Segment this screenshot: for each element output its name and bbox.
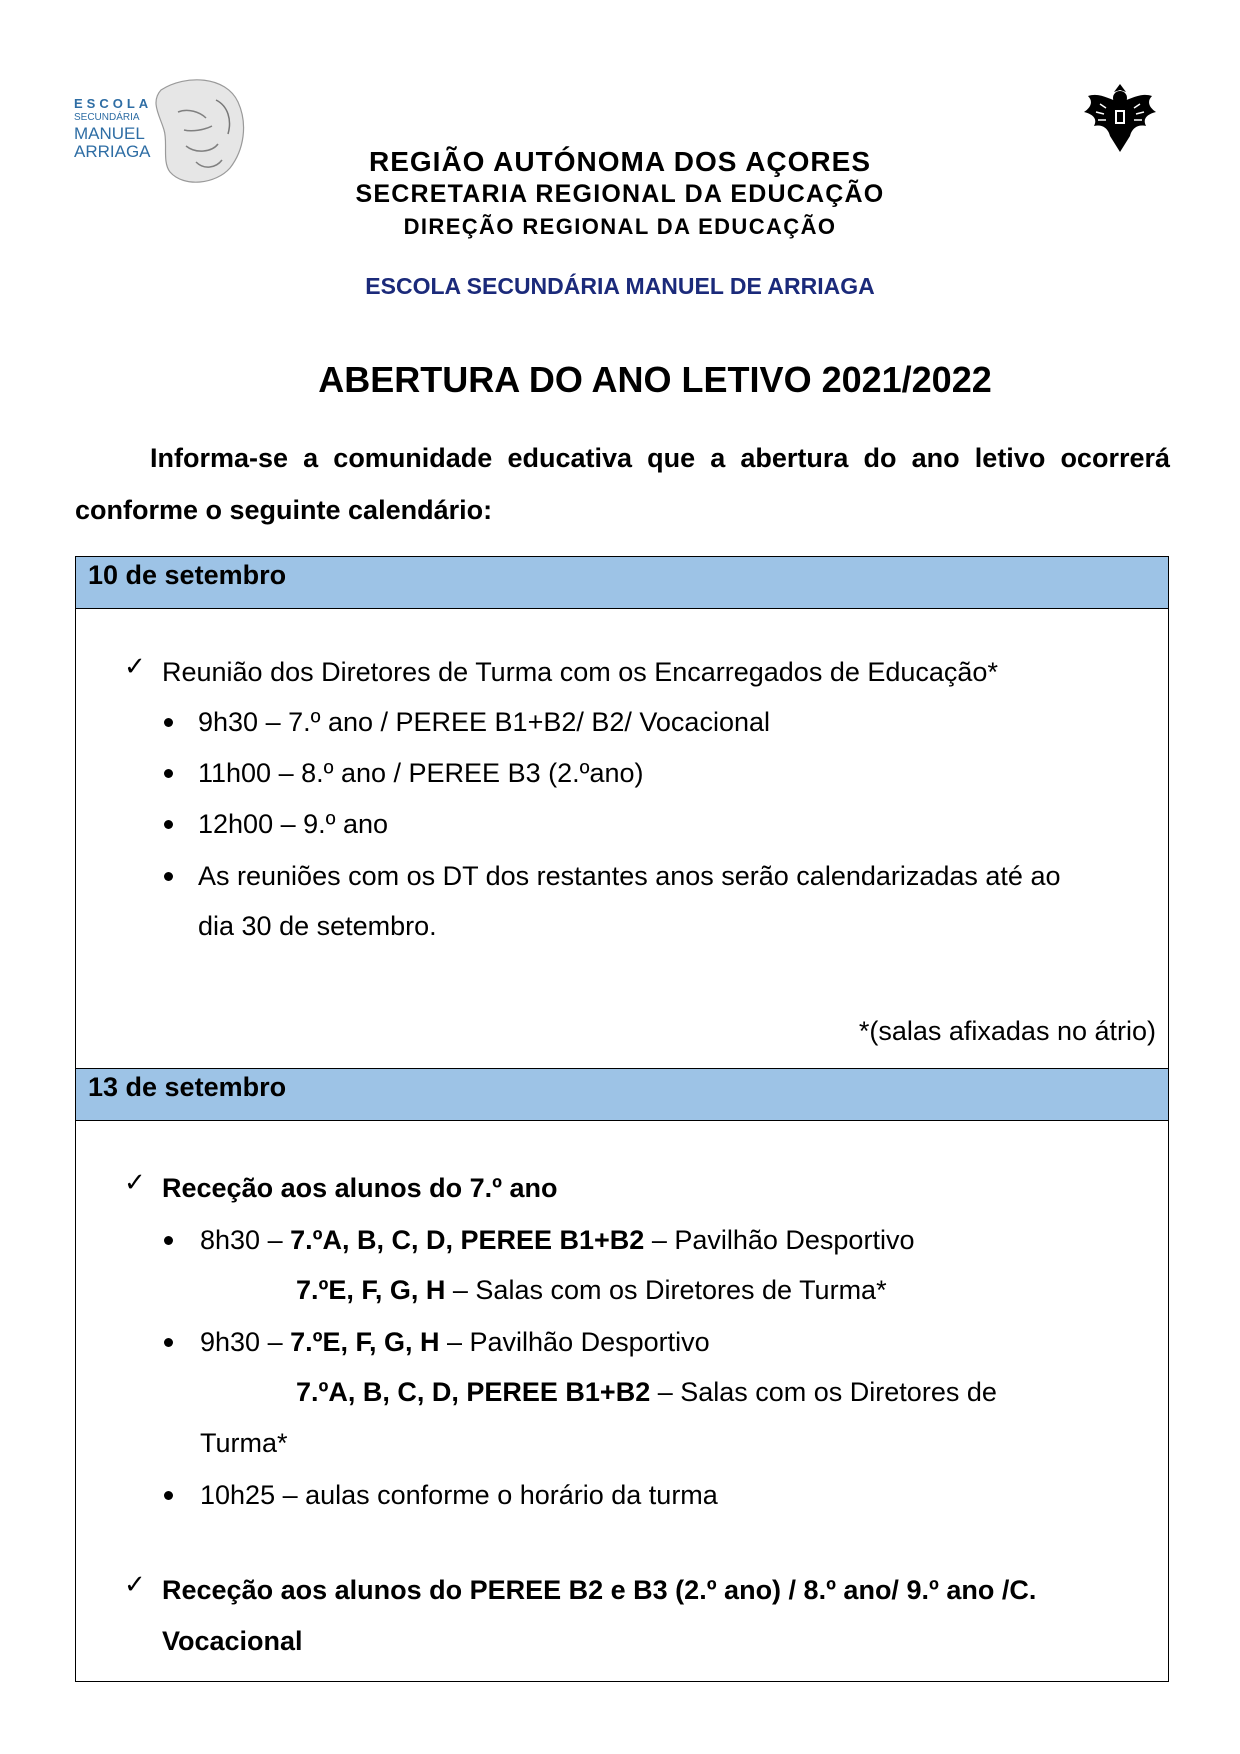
bullet-icon [164,1236,173,1245]
school-name: ESCOLA SECUNDÁRIA MANUEL DE ARRIAGA [365,273,875,299]
secretaria-heading: SECRETARIA REGIONAL DA EDUCAÇÃO [355,180,885,208]
meeting-title: Reunião dos Diretores de Turma com os Encarregados de Educação* [162,657,998,687]
bullet-icon [164,820,173,829]
section-13-sep [76,1121,1168,1681]
meeting-bullet-2: 11h00 – 8.º ano / PEREE B3 (2.ºano) [198,758,644,788]
checkmark-icon: ✓ [124,651,146,681]
reception-bullet-2: 9h30 – 7.ºE, F, G, H – Pavilhão Desportivo [200,1327,710,1357]
reception-bullet-1-cont: 7.ºE, F, G, H – Salas com os Diretores de Turma* [296,1275,887,1305]
logo-text-secundaria: SECUNDÁRIA [74,112,140,123]
checkmark-icon: ✓ [124,1167,146,1197]
reception-bullet-3: 10h25 – aulas conforme o horário da turma [200,1480,718,1510]
reception-7-title: Receção aos alunos do 7.º ano [162,1173,558,1203]
checkmark-icon: ✓ [124,1569,146,1599]
bullet-icon [164,769,173,778]
date-band-10-sep: 10 de setembro [76,557,1168,609]
region-heading: REGIÃO AUTÓNOMA DOS AÇORES [368,146,871,177]
logo-text-escola: ESCOLA [74,96,153,111]
reception-bullet-1: 8h30 – 7.ºA, B, C, D, PEREE B1+B2 – Pavilhão Desportivo [200,1225,915,1255]
reception-other-title: Receção aos alunos do PEREE B2 e B3 (2.º ano) / 8.º ano/ 9.º ano /C. [162,1575,1037,1605]
intro-paragraph: Informa-se a comunidade educativa que a abertura do ano letivo ocorrerá conforme o seguinte calendário: [75,443,1170,525]
schedule-table [75,556,1169,1682]
meeting-bullet-1: 9h30 – 7.º ano / PEREE B1+B2/ B2/ Vocacional [198,707,770,737]
logo-text-manuel: MANUEL [74,124,145,143]
meeting-bullet-3: 12h00 – 9.º ano [198,809,389,839]
bullet-icon [164,718,173,727]
rooms-note: *(salas afixadas no átrio) [858,1016,1156,1046]
reception-bullet-2-cont: 7.ºA, B, C, D, PEREE B1+B2 – Salas com os Diretores de [296,1377,997,1407]
date-band-13-sep: 13 de setembro [76,1069,1168,1121]
meeting-bullet-4-cont: dia 30 de setembro. [198,911,437,941]
bullet-icon [164,1338,173,1347]
reception-bullet-2-cont2: Turma* [200,1428,288,1458]
logo-text-arriaga: ARRIAGA [74,142,151,161]
bullet-icon [164,1491,173,1500]
meeting-bullet-4: As reuniões com os DT dos restantes anos serão calendarizadas até ao [198,861,1061,891]
direcao-heading: DIREÇÃO REGIONAL DA EDUCAÇÃO [403,214,837,239]
page-title: ABERTURA DO ANO LETIVO 2021/2022 [318,359,992,400]
section-10-sep [76,609,1168,1069]
bullet-icon [164,872,173,881]
reception-other-title-cont: Vocacional [162,1626,303,1656]
